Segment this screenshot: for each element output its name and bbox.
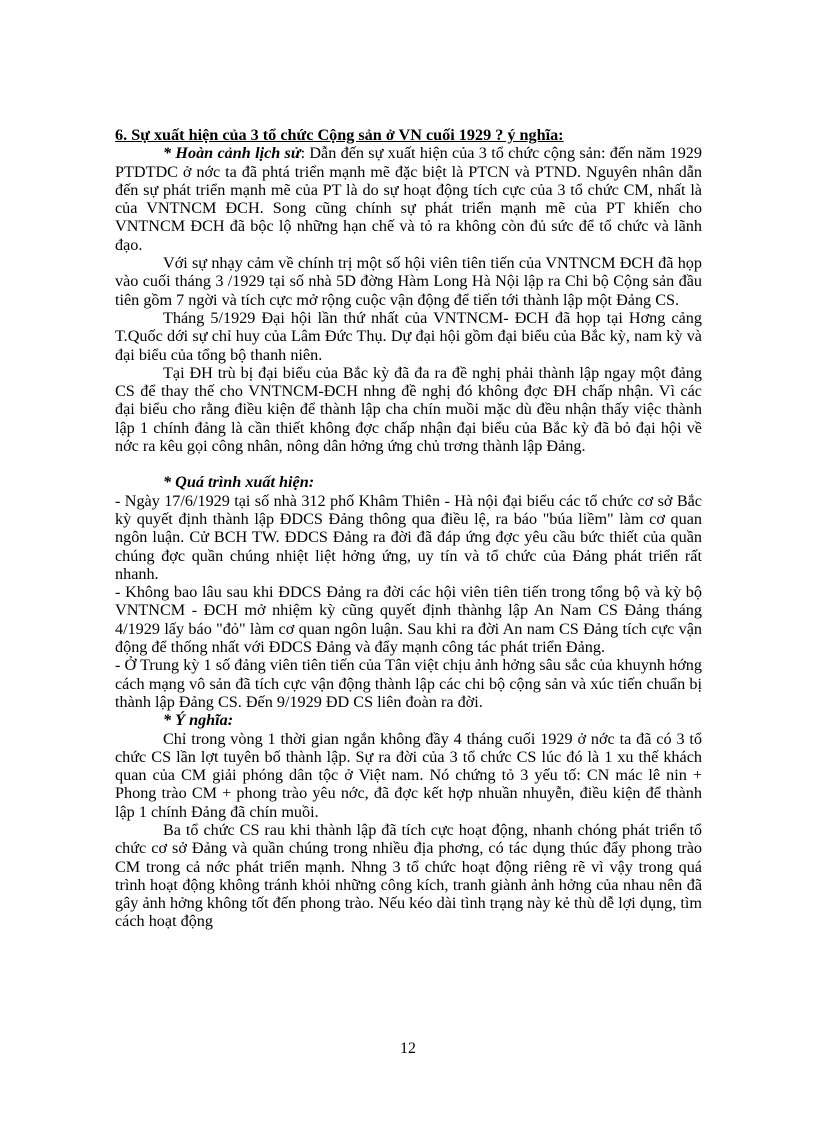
paragraph-process-3: - Ở Trung kỳ 1 số đảng viên tiên tiến của Tân việt chịu ảnh hởng sâu sắc của khuynh hớng cách mạng vô sản đã tích cực vận động thành lập các chi bộ cộng sản và xúc tiến chuẩn bị thành lập Đảng CS. Đến 9/1929 ĐD CS liên đoàn ra đời. (115, 656, 702, 711)
paragraph-text: : Dẫn đến sự xuất hiện của 3 tổ chức cộng sản: đến năm 1929 PTDTDC ở nớc ta đã phtá triển mạnh mẽ đặc biệt là PTCN và PTND. Nguyên nhân dẫn đến sự phát triển mạnh mẽ của PT là do sự hoạt động tích cực của 3 tổ chức CM, nhất là của VNTNCM ĐCH. Song cũng chính sự phát triển mạnh mẽ của PT khiến cho VNTNCM ĐCH đã bộc lộ những hạn chế và tỏ ra không còn đủ sức để tổ chức và lãnh đạo. (115, 144, 702, 254)
subsection-heading-process (115, 473, 702, 491)
label-process: * Quá trình xuất hiện: (163, 473, 315, 492)
label-significance: * Ý nghĩa: (163, 711, 234, 730)
paragraph-process-1: - Ngày 17/6/1929 tại số nhà 312 phố Khâm Thiên - Hà nội đại biểu các tổ chức cơ sở Bắc kỳ quyết định thành lập ĐDCS Đảng thông qua điều lệ, ra báo "búa liềm" làm cơ quan ngôn luận. Cử BCH TW. ĐDCS Đảng ra đời đã đáp ứng đợc yêu cầu bức thiết của quần chúng đợc quần chúng nhiệt liệt hởng ứng, uy tín và tổ chức của Đảng phát triển rất nhanh. (115, 491, 702, 583)
paragraph-context-2: Với sự nhạy cảm về chính trị một số hội viên tiên tiến của VNTNCM ĐCH đã họp vào cuối tháng 3 /1929 tại số nhà 5D đờng Hàm Long Hà Nội lập ra Chi bộ Cộng sản đầu tiên gồm 7 ngời và tích cực mở rộng cuộc vận động để tiến tới thành lập một Đảng CS. (115, 254, 702, 309)
paragraph-context-4: Tại ĐH trù bị đại biểu của Bắc kỳ đã đa ra đề nghị phải thành lập ngay một đảng CS để thay thế cho VNTNCM-ĐCH nhng đề nghị đó không đợc ĐH chấp nhận. Vì các đại biểu cho rằng điều kiện để thành lập cha chín muồi mặc dù đều nhận thấy việc thành lập 1 chính đảng là cần thiết không đợc chấp nhận đại biểu của Bắc kỳ đã bỏ đại hội về nớc ra kêu gọi công nhân, nông dân hởng ứng chủ trơng thành lập Đảng. (115, 363, 702, 456)
paragraph-context-3: Tháng 5/1929 Đại hội lần thứ nhất của VNTNCM- ĐCH đã họp tại Hơng cảng T.Quốc dới sự chỉ huy của Lâm Đức Thụ. Dự đại hội gồm đại biểu của Bắc kỳ, nam kỳ và đại biểu của tổng bộ thanh niên. (115, 308, 702, 364)
section-heading: 6. Sự xuất hiện của 3 tổ chức Cộng sản ở VN cuối 1929 ? ý nghĩa: (115, 126, 564, 144)
label-historical-context: * Hoàn cảnh lịch sử (163, 144, 301, 163)
paragraph-process-2: - Không bao lâu sau khi ĐDCS Đảng ra đời các hội viên tiên tiến trong tổng bộ và kỳ bộ VNTNCM - ĐCH mở nhiệm kỳ cũng quyết định thànhg lập An Nam CS Đảng tháng 4/1929 lấy báo "đỏ" làm cơ quan ngôn luận. Sau khi ra đời An nam CS Đảng tích cực vận động để thống nhất với ĐDCS Đảng và đẩy mạnh công tác phát triển Đảng. (115, 583, 702, 657)
paragraph-significance-1: Chỉ trong vòng 1 thời gian ngắn không đầy 4 tháng cuối 1929 ở nớc ta đã có 3 tổ chức CS lần lợt tuyên bố thành lập. Sự ra đời của 3 tổ chức CS lúc đó là 1 xu thế khách quan của CM giải phóng dân tộc ở Việt nam. Nó chứng tỏ 3 yếu tố: CN mác lê nin + Phong trào CM + phong trào yêu nớc, đã đợc kết hợp nhuần nhuyễn, điều kiện để thành lập 1 chính Đảng đã chín muồi. (115, 729, 702, 821)
subsection-heading-significance (115, 711, 702, 729)
paragraph-significance-2: Ba tổ chức CS rau khi thành lập đã tích cực hoạt động, nhanh chóng phát triển tổ chức cơ sở Đảng và quần chúng trong nhiều địa phơng, có tác dụng thúc đẩy phong trào CM trong cả nớc phát triển mạnh. Nhng 3 tổ chức hoạt động riêng rẽ vì vậy trong quá trình hoạt động không tránh khỏi những công kích, tranh giành ảnh hởng của nhau nên đã gây ảnh hởng không tốt đến phong trào. Nếu kéo dài tình trạng này kẻ thù dễ lợi dụng, tìm cách hoạt động (115, 820, 702, 931)
spacer (115, 455, 702, 473)
page-number: 12 (400, 1040, 416, 1057)
paragraph-context-1 (115, 144, 702, 254)
document-body (115, 126, 702, 931)
